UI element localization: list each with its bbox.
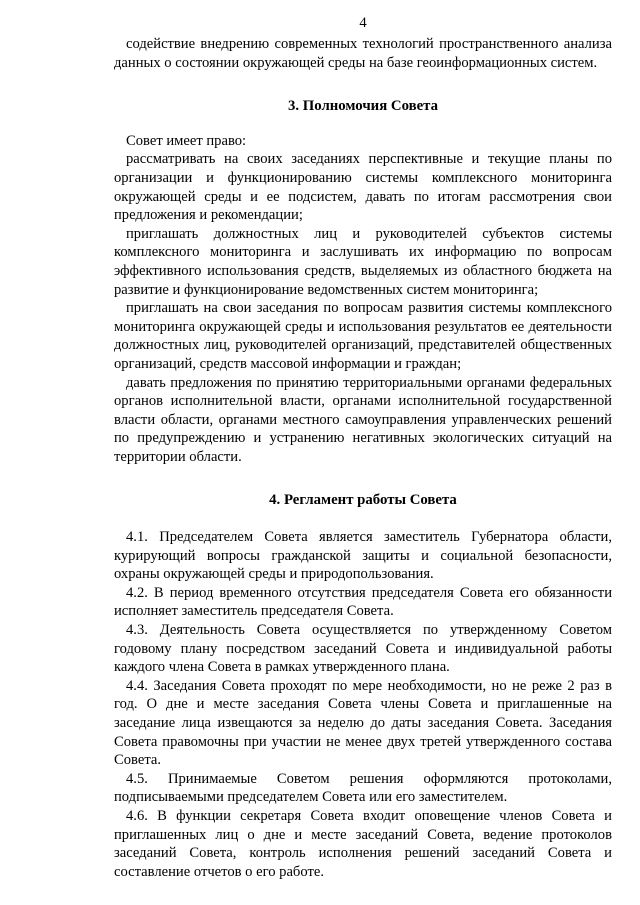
section-3-title: 3. Полномочия Совета [287, 98, 439, 115]
page-number: 4 [359, 15, 367, 31]
section-4-item: 4.2. В период временного отсутствия председателя Совета его обязанности исполняет заместитель председателя Совета. [114, 584, 612, 620]
section-3-lead: Совет имеет право: [126, 132, 247, 149]
section-4-item: 4.6. В функции секретаря Совета входит оповещение членов Совета и приглашенных лиц о дне и месте заседаний Совета, ведение протоколов заседаний Совета, контроль исполнения решений заседаний Совета и составление отчетов о его работе. [114, 807, 612, 880]
section-3-item: давать предложения по принятию территориальными органами федеральных органов исполнительной власти, органами исполнительной государственной власти области, органами местного самоуправления управленческих решений по предупреждению и устранению негативных экологических ситуаций на территории области. [114, 374, 612, 465]
section-4-item: 4.4. Заседания Совета проходят по мере необходимости, но не реже 2 раз в год. О дне и месте заседания Совета члены Совета и приглашенные на заседание лица извещаются за неделю до даты заседания Совета. Заседания Совета правомочны при участии не менее двух третей утвержденного состава Совета. [114, 677, 612, 769]
section-4-item: 4.3. Деятельность Совета осуществляется по утвержденному Советом годовому плану посредством заседаний Совета и индивидуальной работы каждого члена Совета в рамках утвержденного плана. [114, 622, 612, 676]
section-4-item: 4.1. Председателем Совета является заместитель Губернатора области, курирующий вопросы гражданской защиты и социальной безопасности, охраны окружающей среды и природопользования. [114, 529, 612, 583]
intro-paragraph: содействие внедрению современных технологий пространственного анализа данных о состоянии окружающей среды на базе геоинформационных систем. [114, 36, 612, 71]
section-3-item: приглашать должностных лиц и руководителей субъектов системы комплексного мониторинга и заслушивать их информацию по вопросам эффективного использования средств, выделяемых из областного бюджета на развитие и функционирование ведомственных систем мониторинга; [114, 225, 612, 298]
section-3-item: рассматривать на своих заседаниях перспективные и текущие планы по организации и функционированию системы комплексного мониторинга окружающей среды и ее подсистем, давать по итогам рассмотрения свои предложения и рекомендации; [114, 151, 612, 224]
section-4-body [114, 528, 612, 881]
section-4-title: 4. Регламент работы Совета [269, 492, 457, 509]
section-4-item: 4.5. Принимаемые Советом решения оформляются протоколами, подписываемыми председателем Совета или его заместителем. [114, 770, 612, 806]
section-3-item: приглашать на свои заседания по вопросам развития системы комплексного мониторинга окружающей среды и использования результатов ее деятельности должностных лиц, руководителей организаций, представителей общественных организаций, средств массовой информации и граждан; [114, 300, 612, 372]
section-3-body [114, 132, 612, 467]
